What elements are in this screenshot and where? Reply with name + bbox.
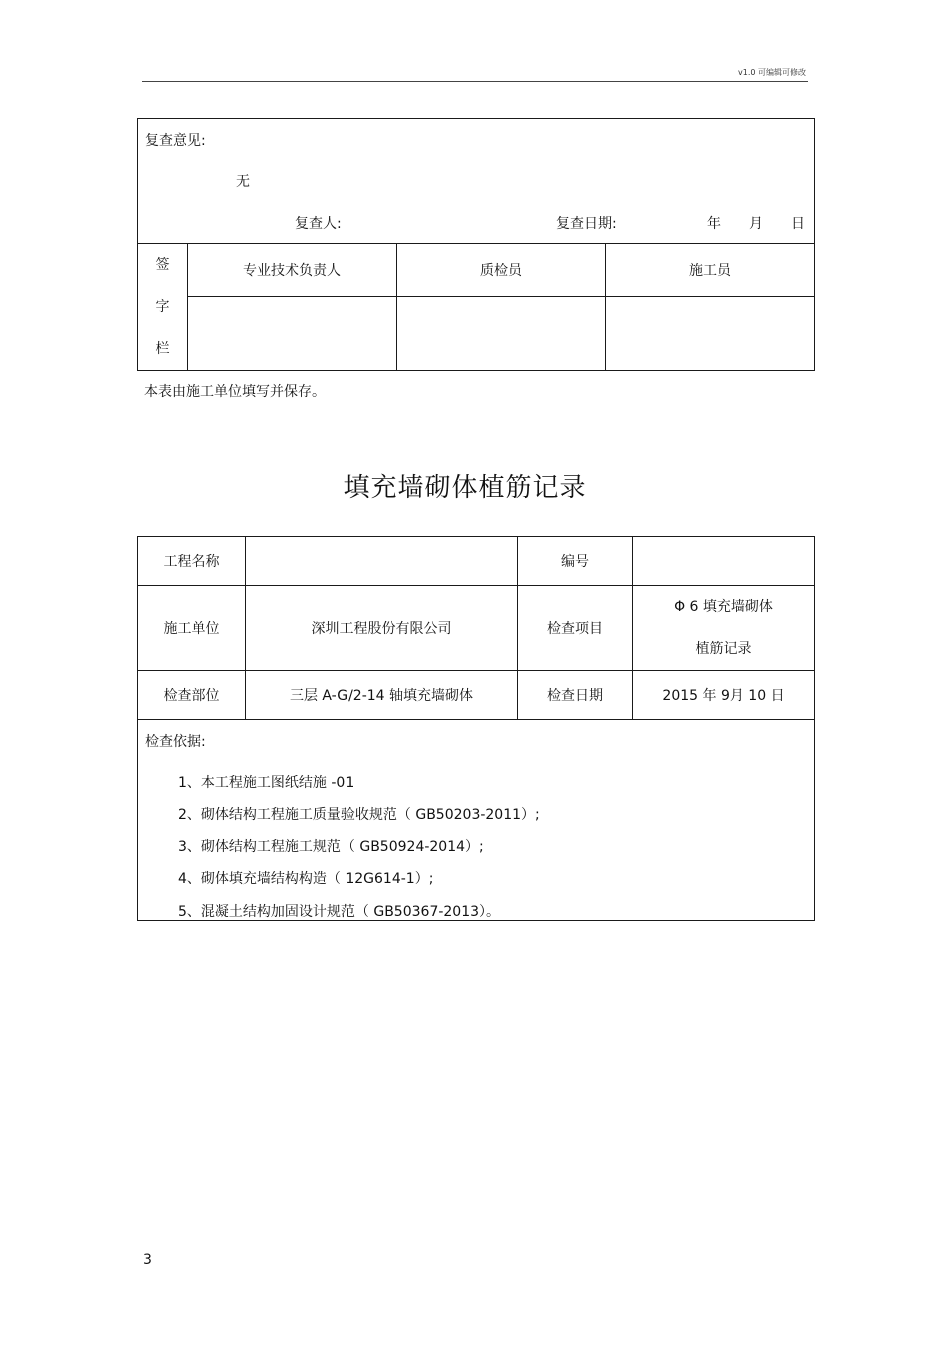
inspection-location-label: 检查部位 (138, 671, 246, 720)
inspection-item-line: Φ 6 填充墙砌体 (674, 599, 773, 615)
signature-box-constructor[interactable] (606, 297, 815, 371)
project-name-value[interactable] (246, 537, 518, 586)
role-constructor: 施工员 (606, 244, 815, 297)
day-label: 日 (791, 216, 805, 232)
inspection-basis-cell (138, 720, 815, 921)
footnote: 本表由施工单位填写并保存。 (144, 384, 326, 400)
basis-item: 1、本工程施工图纸结施 -01 (178, 775, 355, 791)
inspection-item-label: 检查项目 (518, 586, 633, 671)
signature-char: 栏 (155, 341, 170, 357)
role-technical-lead: 专业技术负责人 (188, 244, 397, 297)
page-number: 3 (143, 1252, 152, 1268)
record-table (137, 536, 815, 921)
review-opinion-label: 复查意见: (145, 133, 206, 149)
document-title: 填充墙砌体植筋记录 (343, 473, 587, 503)
inspection-item-value (633, 586, 815, 671)
header-divider (142, 81, 808, 82)
signature-box-technical-lead[interactable] (188, 297, 397, 371)
signature-box-quality-inspector[interactable] (397, 297, 606, 371)
reviewer-label: 复查人: (295, 216, 342, 232)
role-quality-inspector: 质检员 (397, 244, 606, 297)
signature-char: 签 (155, 257, 170, 273)
inspection-date-value: 2015 年 9月 10 日 (633, 671, 815, 720)
contractor-label: 施工单位 (138, 586, 246, 671)
inspection-date-label: 检查日期 (518, 671, 633, 720)
basis-item: 5、混凝土结构加固设计规范（ GB50367-2013）。 (178, 904, 501, 920)
signature-column-label (138, 244, 188, 371)
version-note: v1.0 可编辑可修改 (738, 68, 806, 77)
basis-item: 3、砌体结构工程施工规范（ GB50924-2014）; (178, 839, 484, 855)
review-opinion-content: 无 (236, 174, 250, 190)
review-opinion-cell (138, 119, 815, 244)
review-date-fields (707, 213, 805, 233)
review-date-label: 复查日期: (556, 216, 617, 232)
signature-char: 字 (155, 299, 170, 315)
month-label: 月 (749, 216, 763, 232)
project-name-label: 工程名称 (138, 537, 246, 586)
contractor-value: 深圳工程股份有限公司 (246, 586, 518, 671)
serial-label: 编号 (518, 537, 633, 586)
basis-item: 2、砌体结构工程施工质量验收规范（ GB50203-2011）; (178, 807, 540, 823)
basis-item: 4、砌体填充墙结构构造（ 12G614-1）; (178, 871, 434, 887)
inspection-basis-label: 检查依据: (145, 734, 206, 750)
serial-value[interactable] (633, 537, 815, 586)
inspection-item-line: 植筋记录 (695, 641, 752, 657)
inspection-location-value: 三层 A-G/2-14 轴填充墙砌体 (246, 671, 518, 720)
review-table (137, 118, 815, 371)
year-label: 年 (707, 216, 721, 232)
